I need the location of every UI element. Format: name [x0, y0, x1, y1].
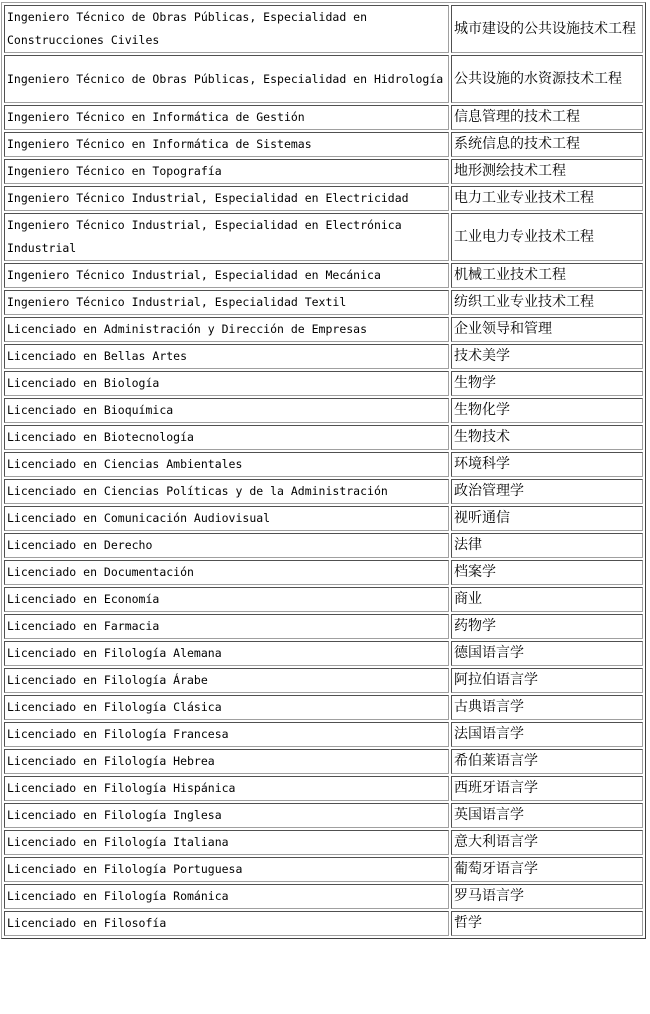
table-row	[4, 506, 643, 531]
table-row	[4, 159, 643, 184]
spanish-degree-cell: Ingeniero Técnico Industrial, Especialidad Textil	[4, 290, 449, 315]
chinese-translation-cell: 信息管理的技术工程	[451, 105, 643, 130]
chinese-translation-cell: 商业	[451, 587, 643, 612]
spanish-degree-cell: Licenciado en Filosofía	[4, 911, 449, 936]
chinese-translation-cell: 意大利语言学	[451, 830, 643, 855]
table-row	[4, 132, 643, 157]
spanish-degree-cell: Ingeniero Técnico Industrial, Especialidad en Electrónica Industrial	[4, 213, 449, 261]
spanish-degree-cell: Licenciado en Economía	[4, 587, 449, 612]
chinese-translation-cell: 档案学	[451, 560, 643, 585]
spanish-degree-cell: Licenciado en Filología Hebrea	[4, 749, 449, 774]
table-row	[4, 5, 643, 53]
table-row	[4, 213, 643, 261]
spanish-degree-cell: Licenciado en Derecho	[4, 533, 449, 558]
chinese-translation-cell: 阿拉伯语言学	[451, 668, 643, 693]
chinese-translation-cell: 古典语言学	[451, 695, 643, 720]
table-row	[4, 695, 643, 720]
chinese-translation-cell: 生物技术	[451, 425, 643, 450]
chinese-translation-cell: 工业电力专业技术工程	[451, 213, 643, 261]
table-row	[4, 776, 643, 801]
table-row	[4, 749, 643, 774]
table-row	[4, 533, 643, 558]
spanish-degree-cell: Licenciado en Filología Alemana	[4, 641, 449, 666]
table-row	[4, 803, 643, 828]
chinese-translation-cell: 纺织工业专业技术工程	[451, 290, 643, 315]
degree-table-body	[4, 5, 643, 936]
table-row	[4, 425, 643, 450]
spanish-degree-cell: Ingeniero Técnico de Obras Públicas, Especialidad en Construcciones Civiles	[4, 5, 449, 53]
table-row	[4, 641, 643, 666]
spanish-degree-cell: Ingeniero Técnico Industrial, Especialidad en Electricidad	[4, 186, 449, 211]
table-row	[4, 857, 643, 882]
table-row	[4, 722, 643, 747]
chinese-translation-cell: 哲学	[451, 911, 643, 936]
spanish-degree-cell: Ingeniero Técnico Industrial, Especialidad en Mecánica	[4, 263, 449, 288]
spanish-degree-cell: Licenciado en Filología Románica	[4, 884, 449, 909]
chinese-translation-cell: 电力工业专业技术工程	[451, 186, 643, 211]
table-row	[4, 290, 643, 315]
table-row	[4, 614, 643, 639]
chinese-translation-cell: 生物化学	[451, 398, 643, 423]
spanish-degree-cell: Licenciado en Ciencias Políticas y de la Administración	[4, 479, 449, 504]
table-row	[4, 560, 643, 585]
table-row	[4, 398, 643, 423]
chinese-translation-cell: 企业领导和管理	[451, 317, 643, 342]
chinese-translation-cell: 英国语言学	[451, 803, 643, 828]
table-row	[4, 479, 643, 504]
chinese-translation-cell: 技术美学	[451, 344, 643, 369]
spanish-degree-cell: Licenciado en Filología Hispánica	[4, 776, 449, 801]
table-row	[4, 186, 643, 211]
chinese-translation-cell: 药物学	[451, 614, 643, 639]
spanish-degree-cell: Ingeniero Técnico en Topografía	[4, 159, 449, 184]
spanish-degree-cell: Licenciado en Biología	[4, 371, 449, 396]
chinese-translation-cell: 公共设施的水资源技术工程	[451, 55, 643, 103]
chinese-translation-cell: 西班牙语言学	[451, 776, 643, 801]
table-row	[4, 371, 643, 396]
spanish-degree-cell: Ingeniero Técnico en Informática de Gestión	[4, 105, 449, 130]
chinese-translation-cell: 环境科学	[451, 452, 643, 477]
table-row	[4, 884, 643, 909]
chinese-translation-cell: 城市建设的公共设施技术工程	[451, 5, 643, 53]
table-row	[4, 263, 643, 288]
spanish-degree-cell: Licenciado en Bellas Artes	[4, 344, 449, 369]
table-row	[4, 830, 643, 855]
spanish-degree-cell: Licenciado en Filología Italiana	[4, 830, 449, 855]
spanish-degree-cell: Licenciado en Filología Árabe	[4, 668, 449, 693]
spanish-degree-cell: Licenciado en Filología Clásica	[4, 695, 449, 720]
chinese-translation-cell: 德国语言学	[451, 641, 643, 666]
chinese-translation-cell: 生物学	[451, 371, 643, 396]
spanish-degree-cell: Licenciado en Administración y Dirección de Empresas	[4, 317, 449, 342]
table-row	[4, 452, 643, 477]
chinese-translation-cell: 葡萄牙语言学	[451, 857, 643, 882]
table-row	[4, 668, 643, 693]
spanish-degree-cell: Licenciado en Ciencias Ambientales	[4, 452, 449, 477]
table-row	[4, 587, 643, 612]
table-row	[4, 317, 643, 342]
spanish-degree-cell: Licenciado en Comunicación Audiovisual	[4, 506, 449, 531]
spanish-degree-cell: Licenciado en Filología Francesa	[4, 722, 449, 747]
chinese-translation-cell: 希伯莱语言学	[451, 749, 643, 774]
chinese-translation-cell: 系统信息的技术工程	[451, 132, 643, 157]
chinese-translation-cell: 地形测绘技术工程	[451, 159, 643, 184]
chinese-translation-cell: 罗马语言学	[451, 884, 643, 909]
table-row	[4, 344, 643, 369]
chinese-translation-cell: 视听通信	[451, 506, 643, 531]
spanish-degree-cell: Licenciado en Bioquímica	[4, 398, 449, 423]
chinese-translation-cell: 法国语言学	[451, 722, 643, 747]
chinese-translation-cell: 机械工业技术工程	[451, 263, 643, 288]
spanish-degree-cell: Ingeniero Técnico de Obras Públicas, Especialidad en Hidrología	[4, 55, 449, 103]
spanish-degree-cell: Licenciado en Farmacia	[4, 614, 449, 639]
spanish-degree-cell: Licenciado en Documentación	[4, 560, 449, 585]
spanish-degree-cell: Licenciado en Filología Portuguesa	[4, 857, 449, 882]
spanish-degree-cell: Licenciado en Biotecnología	[4, 425, 449, 450]
table-row	[4, 105, 643, 130]
degree-translation-table	[1, 2, 646, 939]
table-row	[4, 55, 643, 103]
chinese-translation-cell: 法律	[451, 533, 643, 558]
table-row	[4, 911, 643, 936]
chinese-translation-cell: 政治管理学	[451, 479, 643, 504]
spanish-degree-cell: Ingeniero Técnico en Informática de Sistemas	[4, 132, 449, 157]
spanish-degree-cell: Licenciado en Filología Inglesa	[4, 803, 449, 828]
